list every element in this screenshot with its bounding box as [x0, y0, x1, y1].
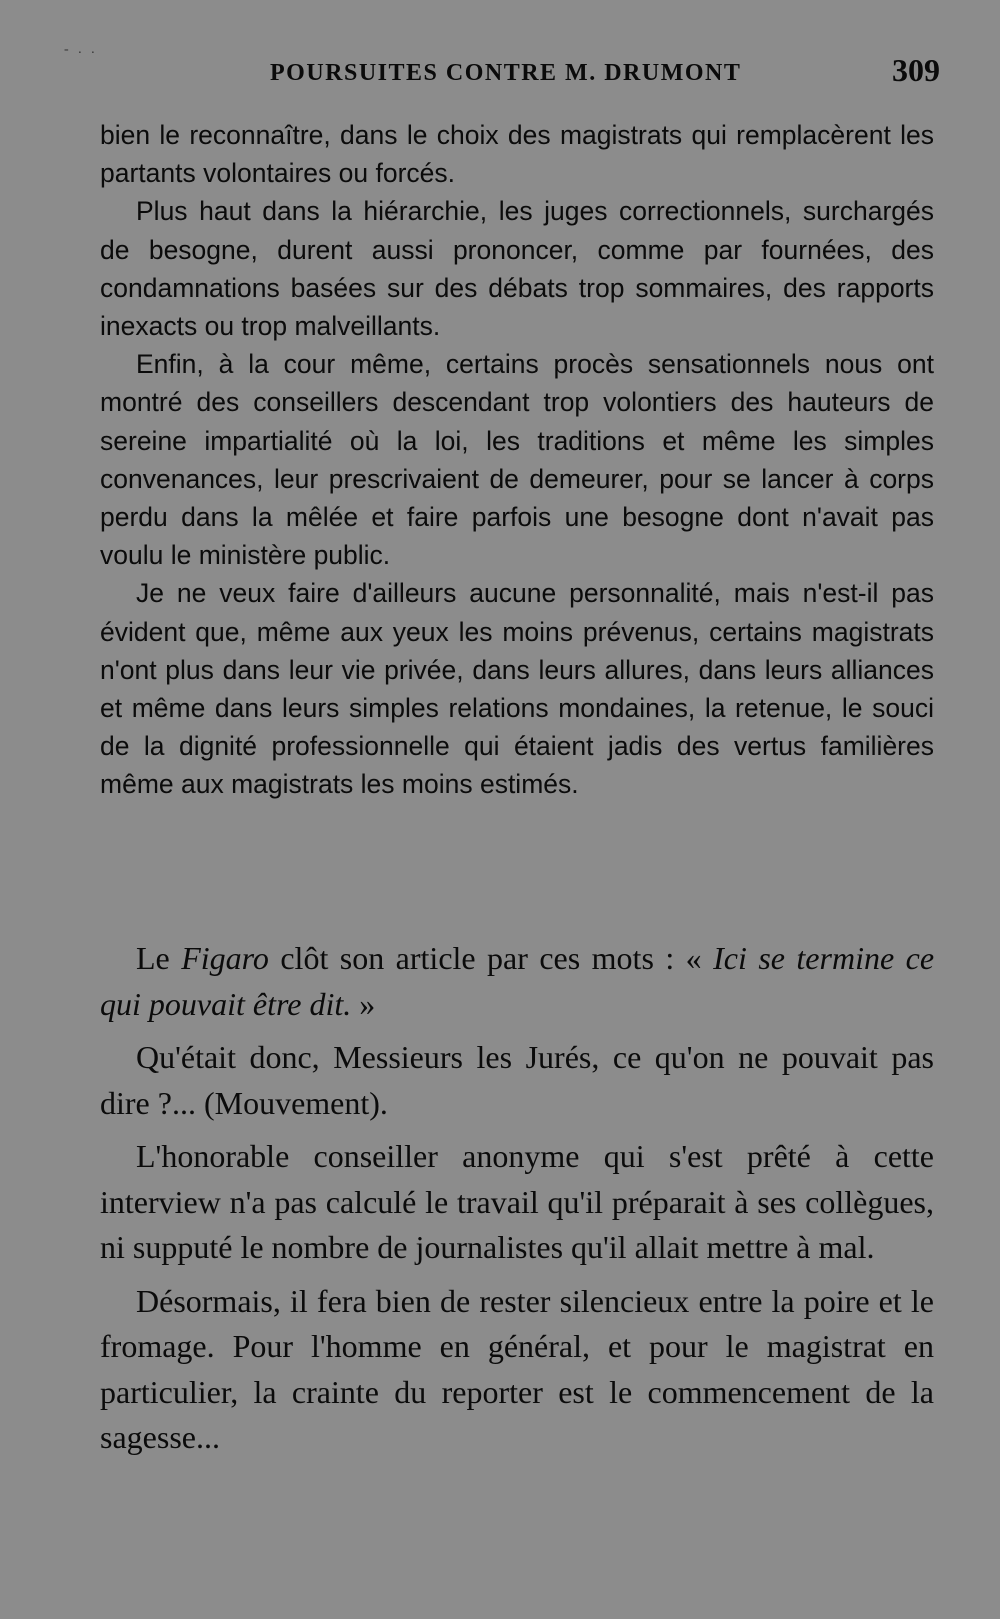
- quoted-paragraph: Plus haut dans la hiérarchie, les juges correctionnels, surchargés de besogne, durent aussi prononcer, comme par fournées, des condamnations basées sur des débats trop sommaires, des rapports inexacts ou trop malveillants.: [100, 196, 934, 342]
- quoted-phrase: Ici se termine ce qui pouvait être dit.: [100, 940, 935, 1022]
- running-title: POURSUITES CONTRE M. DRUMONT: [270, 60, 742, 86]
- quoted-article-block: [100, 116, 934, 804]
- page-number: 309: [892, 52, 940, 88]
- body-paragraph: Désormais, il fera bien de rester silencieux entre la poire et le fromage. Pour l'homme en général, et pour le magistrat en particulier, la crainte du reporter est le commencement de la sagesse...: [100, 1282, 934, 1455]
- body-paragraph: [100, 936, 934, 1027]
- body-paragraph: Qu'était donc, Messieurs les Jurés, ce qu'on ne pouvait pas dire ?... (Mouvement).: [100, 1039, 934, 1121]
- quoted-paragraph: bien le reconnaître, dans le choix des magistrats qui remplacèrent les partants volontaires ou forcés.: [100, 120, 934, 189]
- text-run: »: [351, 985, 376, 1022]
- text-run: clôt son article par ces mots : «: [268, 940, 714, 976]
- body-paragraph: L'honorable conseiller anonyme qui s'est prêté à cette interview n'a pas calculé le travail qu'il préparait à ses collègues, ni supputé le nombre de journalistes qu'il allait mettre à mal.: [100, 1138, 934, 1265]
- text-run: Le: [136, 940, 182, 976]
- page-header: [100, 52, 940, 92]
- quoted-paragraph: Enfin, à la cour même, certains procès sensationnels nous ont montré des conseillers descendant trop volontiers des hauteurs de sereine impartialité où la loi, les traditions et même les simples convenances, leur prescrivaient de demeurer, pour se lancer à corps perdu dans la mêlée et faire parfois une besogne dont n'avait pas voulu le ministère public.: [100, 349, 934, 571]
- speech-text-block: [100, 936, 934, 1469]
- print-speck: - . .: [64, 42, 98, 57]
- newspaper-title: Figaro: [181, 940, 269, 976]
- quoted-paragraph: Je ne veux faire d'ailleurs aucune personnalité, mais n'est-il pas évident que, même aux yeux les moins prévenus, certains magistrats n'ont plus dans leur vie privée, dans leurs allures, dans leurs alliances et même dans leurs simples relations mondaines, la retenue, le souci de la dignité professionnelle qui étaient jadis des vertus familières même aux magistrats les moins estimés.: [100, 578, 934, 800]
